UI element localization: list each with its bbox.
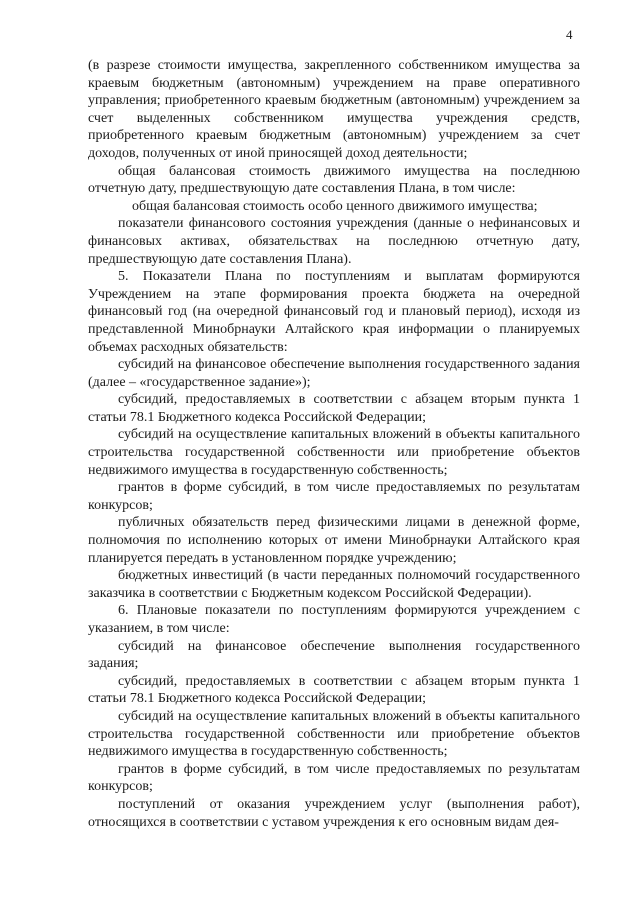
paragraph: субсидий, предоставляемых в соответствии с абзацем вторым пункта 1 статьи 78.1 Бюджетного кодекса Российской Федерации; — [88, 392, 580, 425]
paragraph: субсидий на финансовое обеспечение выполнения государственного задания (далее – «государственное задание»); — [88, 357, 580, 390]
paragraph: публичных обязательств перед физическими лицами в денежной форме, полномочия по исполнению которых от имени Минобрнауки Алтайского края планируется передать в установленном порядке учреждению; — [88, 515, 580, 566]
paragraph: поступлений от оказания учреждением услуг (выполнения работ), относящихся в соответствии с уставом учреждения к его основным видам дея- — [88, 796, 580, 830]
paragraph: субсидий на осуществление капитальных вложений в объекты капитального строительства государственной собственности или приобретение объектов недвижимого имущества в государственную собственность; — [88, 427, 580, 478]
paragraph: 5. Показатели Плана по поступлениям и выплатам формируются Учреждением на этапе формирования проекта бюджета на очередной финансовый год (на очередной финансовый год и плановый период), исходя из представленной Минобрнауки Алтайского края информации о планируемых объемах расходных обязательств: — [88, 269, 580, 355]
paragraph: субсидий на финансовое обеспечение выполнения государственного задания; — [88, 638, 580, 672]
document-body — [88, 57, 580, 831]
paragraph: субсидий на осуществление капитальных вложений в объекты капитального строительства государственной собственности или приобретение объектов недвижимого имущества в государственную собственность; — [88, 708, 580, 760]
paragraph: общая балансовая стоимость особо ценного движимого имущества; — [132, 198, 538, 214]
paragraph: показатели финансового состояния учреждения (данные о нефинансовых и финансовых активах, обязательствах на последнюю отчетную дату, предшествующую дате составления Плана). — [88, 216, 580, 267]
paragraph: (в разрезе стоимости имущества, закрепленного собственником имущества за краевым бюджетным (автономным) учреждением на праве оперативного управления; приобретенного краевым бюджетным (автономным) учреждением за счет выделенных собственником имущества учреждения средств, приобретенного краевым бюджетным (автономным) учреждением за счет доходов, полученных от иной приносящей доход деятельности; — [88, 58, 580, 161]
paragraph: 6. Плановые показатели по поступлениям формируются учреждением с указанием, в том числе: — [88, 603, 580, 636]
paragraph: грантов в форме субсидий, в том числе предоставляемых по результатам конкурсов; — [88, 480, 580, 513]
paragraph: бюджетных инвестиций (в части переданных полномочий государственного заказчика в соответствии с Бюджетным кодексом Российской Федерации). — [88, 568, 580, 601]
paragraph: субсидий, предоставляемых в соответствии с абзацем вторым пункта 1 статьи 78.1 Бюджетного кодекса Российской Федерации; — [88, 673, 580, 707]
paragraph: грантов в форме субсидий, в том числе предоставляемых по результатам конкурсов; — [88, 761, 580, 795]
paragraph: общая балансовая стоимость движимого имущества на последнюю отчетную дату, предшествующую дате составления Плана, в том числе: — [88, 163, 580, 197]
page-number: 4 — [566, 27, 573, 42]
